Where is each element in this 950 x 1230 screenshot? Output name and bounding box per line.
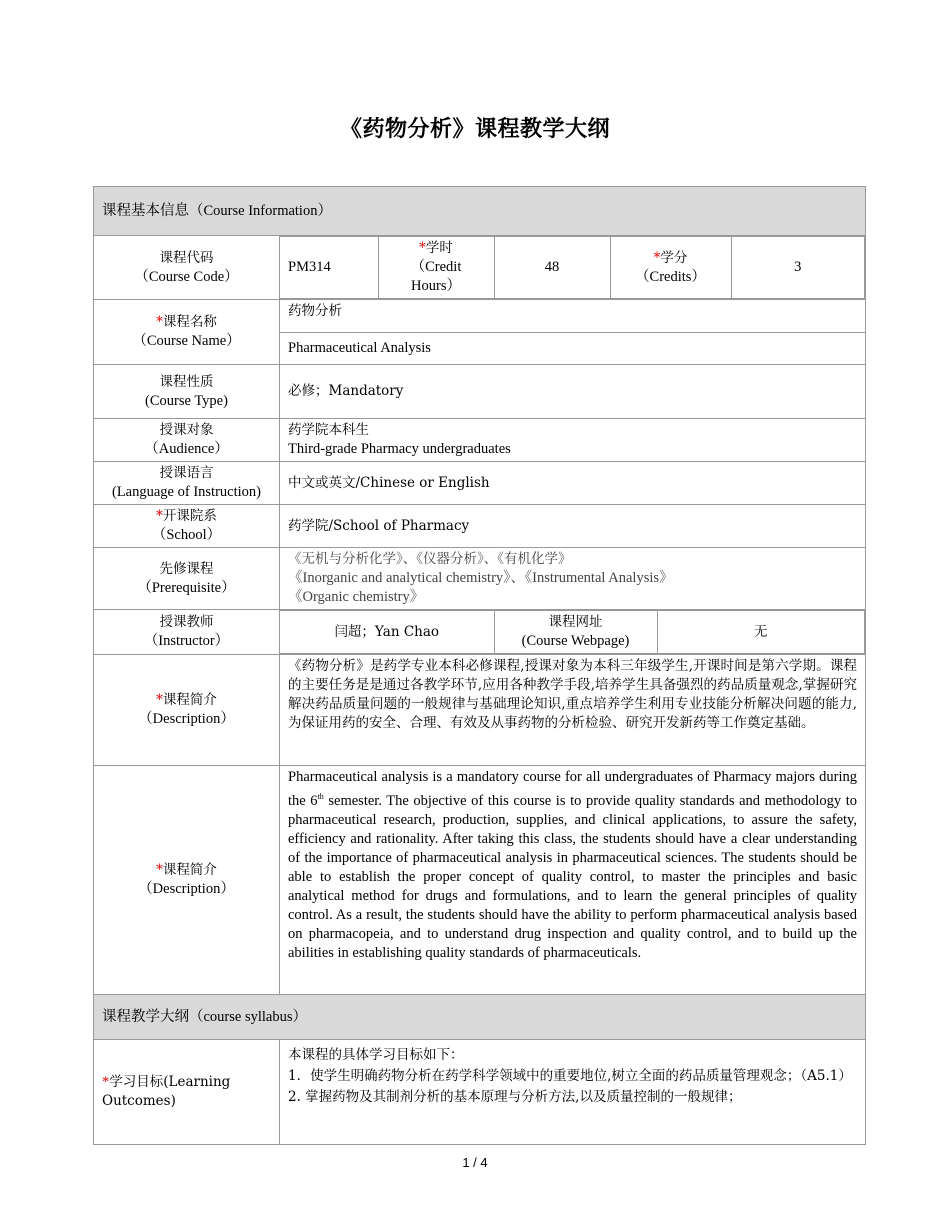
row-audience — [94, 419, 866, 462]
audience-label: 授课对象 （Audience） — [94, 419, 280, 462]
row-description-cn — [94, 655, 866, 766]
section-row-info — [94, 187, 866, 236]
course-code-label: 课程代码 （Course Code） — [94, 236, 280, 300]
prerequisite-label: 先修课程 （Prerequisite） — [94, 548, 280, 610]
row-language — [94, 462, 866, 505]
learning-outcomes-label: *学习目标(Learning Outcomes) — [94, 1040, 280, 1145]
row-learning-outcomes — [94, 1040, 866, 1145]
required-marker: * — [156, 692, 163, 708]
prerequisite-value: 《无机与分析化学》、《仪器分析》、《有机化学》 《Inorganic and analytical chemistry》、《Instrumental Analysis》 《Organic chemistry》 — [280, 548, 866, 610]
credits-label: *学分 （Credits） — [610, 237, 731, 299]
learning-outcomes-list — [288, 1067, 857, 1107]
course-name-label: *课程名称 （Course Name） — [94, 300, 280, 365]
list-item: 1．使学生明确药物分析在药学科学领域中的重要地位,树立全面的药品质量管理观念；（A5.1） — [288, 1068, 852, 1084]
row-course-code — [94, 236, 866, 300]
school-value: 药学院/School of Pharmacy — [280, 505, 866, 548]
course-code-group — [280, 236, 866, 300]
instructor-group — [280, 610, 866, 655]
hours-value: 48 — [494, 237, 610, 299]
row-school — [94, 505, 866, 548]
hours-label: *学时 （Credit Hours） — [378, 237, 494, 299]
audience-value: 药学院本科生 Third-grade Pharmacy undergraduates — [280, 419, 866, 462]
description-en-text: Pharmaceutical analysis is a mandatory course for all undergraduates of Pharmacy majors during the 6th semester. The objective of this course is to provide quality standards and methodology to pharmaceutical research, production, supplies, and clinical applications, to assure the safety, efficiency and rationality. After taking this class, the students should have a clear understanding of the importance of pharmaceutical analysis in pharmaceutical sciences. The students should be able to establish the proper concept of quality control, to master the principles and basic analytical method for drugs and formulations, and to learn the general principles of quality control. As a result, the students should have the ability to perform pharmaceutical analysis based on pharmacopeia, and to understand drug inspection and quality control, and to build up the abilities in establishing quality standards of pharmaceuticals. — [280, 766, 866, 995]
webpage-value: 无 — [657, 611, 865, 654]
course-code-value: PM314 — [280, 237, 378, 299]
row-instructor — [94, 610, 866, 655]
section-header-syllabus: 课程教学大纲（course syllabus） — [94, 995, 866, 1040]
required-marker: * — [156, 862, 163, 878]
language-value: 中文或英文/Chinese or English — [280, 462, 866, 505]
list-item: 2. 掌握药物及其制剂分析的基本原理与分析方法,以及质量控制的一般规律； — [288, 1089, 742, 1105]
description-cn-label: *课程简介 （Description） — [94, 655, 280, 766]
course-name-en: Pharmaceutical Analysis — [280, 333, 866, 365]
credits-value: 3 — [731, 237, 865, 299]
webpage-label: 课程网址 (Course Webpage) — [494, 611, 657, 654]
page-footer: 1 / 4 — [462, 1155, 488, 1170]
page-title: 《药物分析》课程教学大纲 — [339, 117, 610, 142]
row-course-name-cn — [94, 300, 866, 333]
description-en-label: *课程简介 （Description） — [94, 766, 280, 995]
row-prerequisite — [94, 548, 866, 610]
school-label: *开课院系 （School） — [94, 505, 280, 548]
required-marker: * — [156, 508, 163, 524]
required-marker: * — [419, 240, 426, 256]
language-label: 授课语言 (Language of Instruction) — [94, 462, 280, 505]
learning-outcomes-content: 本课程的具体学习目标如下： 1．使学生明确药物分析在药学科学领域中的重要地位,树立全面的药品质量管理观念；（A5.1） 2. 掌握药物及其制剂分析的基本原理与分析方法,以及质量控制的一般规律； — [280, 1040, 866, 1145]
course-type-value: 必修；Mandatory — [280, 365, 866, 419]
description-cn-text: 《药物分析》是药学专业本科必修课程,授课对象为本科三年级学生,开课时间是第六学期。课程的主要任务是是通过各教学环节,应用各种教学手段,培养学生具备强烈的药品质量观念,掌握研究解决药品质量问题的一般规律与基础理论知识,重点培养学生利用专业技能分析解决问题的能力,为保证用药的安全、合理、有效及从事药物的分析检验、研究开发新药等工作奠定基础。 — [280, 655, 866, 766]
instructor-value: 闫超；Yan Chao — [280, 611, 494, 654]
required-marker: * — [156, 314, 163, 330]
required-marker: * — [102, 1074, 110, 1090]
row-course-type — [94, 365, 866, 419]
course-table — [93, 186, 866, 1145]
required-marker: * — [653, 249, 661, 266]
course-name-cn: 药物分析 — [280, 300, 866, 333]
row-description-en — [94, 766, 866, 995]
section-row-syllabus — [94, 995, 866, 1040]
instructor-label: 授课教师 （Instructor） — [94, 610, 280, 655]
section-header-info: 课程基本信息（Course Information） — [94, 187, 866, 236]
course-type-label: 课程性质 (Course Type) — [94, 365, 280, 419]
